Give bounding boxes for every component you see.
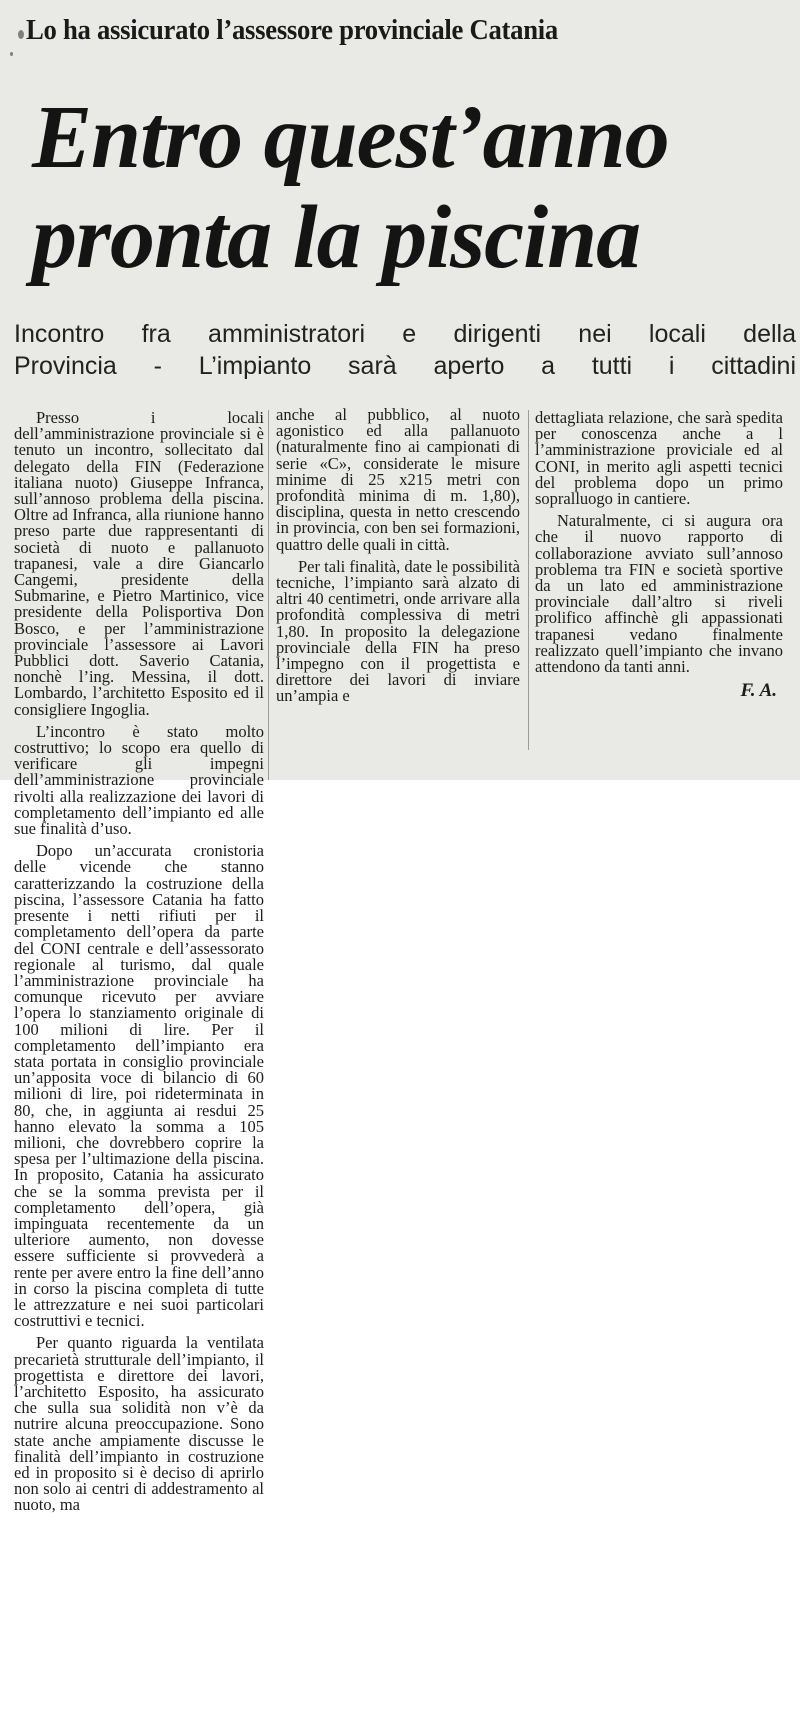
column-rule-2 — [528, 410, 529, 750]
paragraph: dettagliata relazione, che sarà spedita per conoscenza anche a l l’amministrazione proviciale ed al CONI, in merito agli aspetti tecnici del problema dopo un primo sopralluogo in cantiere. — [535, 408, 783, 509]
headline-line-1: Entro quest’anno — [32, 88, 669, 187]
column-rule-1 — [268, 410, 269, 780]
ink-speck — [18, 30, 24, 39]
paragraph: Per quanto riguarda la ventilata precarietà strutturale dell’impianto, il progettista e direttore dei lavori, l’architetto Esposito, ha assicurato che sulla sua solidità non v’è da nutrire alcuna preoccupazione. Sono state anche ampiamente discusse le finalità dell’impianto in costruzione ed in proposito si è deciso di aprirlo non solo ai centri di addestramento al nuoto, ma — [14, 1333, 264, 1515]
paragraph: anche al pubblico, al nuoto agonistico ed alla pallanuoto (naturalmente fino ai campionati di serie «C», considerate le misure minime di 25 x215 metri con profondità minima di m. 1,80), disciplina, questa in netto crescendo in provincia, con ben sei formazioni, quattro delle quali in città. — [276, 405, 520, 554]
article-column-2 — [276, 407, 520, 711]
paragraph: Presso i locali dell’amministrazione provinciale si è tenuto un incontro, sollecitato dal delegato della FIN (Federazione italiana nuoto) Giuseppe Infranca, sull’annoso problema della piscina. Oltre ad Infranca, alla riunione hanno preso parte due rappresentanti di società di nuoto e pallanuoto trapanesi, vale a dire Giancarlo Cangemi, presidente della Submarine, e Pietro Martinico, vice presidente della Polisportiva Don Bosco, e per l’amministrazione provinciale l’assessore ai Lavori Pubblici dott. Saverio Catania, nonchè l’ing. Messina, il dott. Lombardo, l’architetto Esposito ed il consigliere Ingoglia. — [14, 408, 264, 719]
paragraph: L’incontro è stato molto costruttivo; lo scopo era quello di verificare gli impegni dell’amministrazione provinciale rivolti alla realizzazione dei lavori di completamento dell’impianto ed alle sue finalità d’uso. — [14, 721, 264, 839]
subhead-line-1: Incontro fra amministratori e dirigenti nei locali della — [14, 320, 796, 348]
article-kicker: Lo ha assicurato l’assessore provinciale Catania — [26, 14, 558, 46]
paragraph: Dopo un’accurata cronistoria delle vicende che stanno caratterizzando la costruzione della piscina, l’assessore Catania ha fatto presente i netti rifiuti per il completamento dell’opera da parte del CONI centrale e dell’assessorato regionale al turismo, dal quale l’amministrazione provinciale ha comunque ricevuto per avviare l’opera lo stanziamento originale di 100 milioni di lire. Per il completamento dell’impianto era stata portata in consiglio provinciale un’apposita voce di bilancio di 60 milioni di lire, poi rideterminata in 80, che, in aggiunta ai resdui 25 hanno elevato la somma a 105 milioni, che dovrebbero coprire la spesa per l’ultimazione della piscina. In proposito, Catania ha assicurato che se la somma prevista per il completamento dell’opera, già impinguata recentemente da un ulteriore aumento, non dovesse essere sufficiente si provvederà a rente per avere entro la fine dell’anno in corso la piscina completa di tutte le attrezzature e nei suoi particolari costruttivi e tecnici. — [14, 841, 264, 1331]
subhead-line-2: Provincia - L’impianto sarà aperto a tutti i cittadini — [14, 352, 796, 380]
headline-line-2: pronta la piscina — [32, 188, 641, 287]
article-column-1 — [14, 410, 264, 1520]
paragraph: Per tali finalità, date le possibilità tecniche, l’impianto sarà alzato di altri 40 centimetri, onde arrivare alla profondità complessiva di metri 1,80. In proposito la delegazione provinciale della FIN ha preso l’impegno con il progettista e direttore dei lavori di inviare un’ampia e — [276, 556, 520, 706]
ink-speck — [10, 52, 13, 56]
article-subhead — [14, 318, 796, 382]
article-column-3 — [535, 408, 783, 702]
article-headline — [32, 88, 792, 288]
article-signature: F. A. — [740, 680, 777, 702]
paragraph: Naturalmente, ci si augura ora che il nuovo rapporto di collaborazione avviato sull’annoso problema tra FIN e società sportive da un lato ed amministrazione provinciale dall’altro si riveli prolifico affinchè gli appassionati trapanesi vedano finalmente realizzato quell’impianto che invano attendono da tanti anni. — [535, 511, 783, 677]
